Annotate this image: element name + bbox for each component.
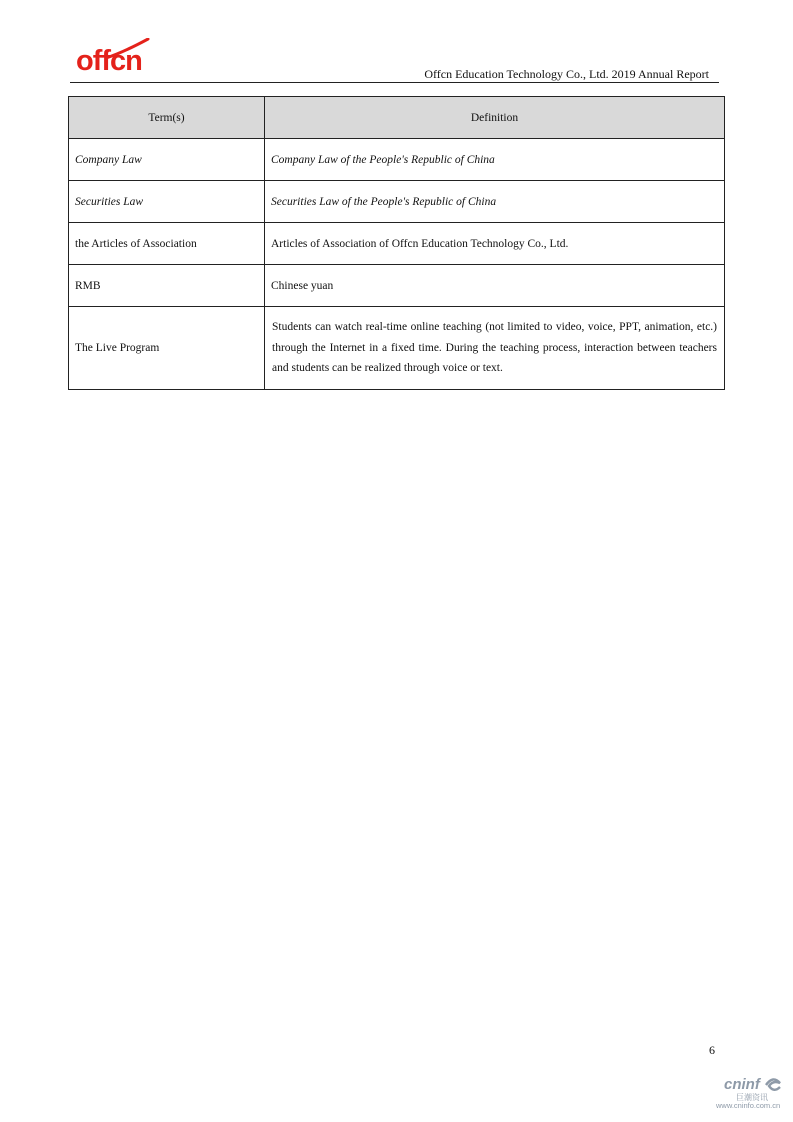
term-cell: Company Law	[69, 139, 265, 181]
table-header-row	[69, 97, 725, 139]
definition-cell: Chinese yuan	[265, 265, 725, 307]
header-term: Term(s)	[69, 97, 265, 139]
table-row	[69, 139, 725, 181]
report-title: Offcn Education Technology Co., Ltd. 2019 Annual Report	[424, 67, 709, 81]
definition-cell: Students can watch real-time online teaching (not limited to video, voice, PPT, animation, etc.) through the Internet in a fixed time. During the teaching process, interaction between teachers and students can be realized through voice or text.	[265, 307, 725, 390]
page-number: 6	[709, 1043, 715, 1057]
logo-wordmark: offcn	[76, 45, 142, 77]
cninfo-watermark	[716, 1076, 786, 1112]
definition-cell: Securities Law of the People's Republic of China	[265, 181, 725, 223]
watermark-chinese: 巨潮资讯	[736, 1093, 768, 1102]
term-cell: Securities Law	[69, 181, 265, 223]
offcn-logo	[76, 44, 152, 78]
cninfo-swirl-icon	[764, 1077, 782, 1093]
table-row	[69, 223, 725, 265]
header-divider	[70, 82, 719, 83]
definition-cell: Articles of Association of Offcn Education Technology Co., Ltd.	[265, 223, 725, 265]
header-definition: Definition	[265, 97, 725, 139]
term-cell: RMB	[69, 265, 265, 307]
term-cell: The Live Program	[69, 307, 265, 390]
definition-cell: Company Law of the People's Republic of China	[265, 139, 725, 181]
table-row	[69, 307, 725, 390]
watermark-brand: cninf	[724, 1076, 760, 1093]
definitions-table	[68, 96, 725, 390]
term-cell: the Articles of Association	[69, 223, 265, 265]
table-row	[69, 265, 725, 307]
watermark-url: www.cninfo.com.cn	[716, 1101, 781, 1110]
table-row	[69, 181, 725, 223]
logo-swoosh-icon	[104, 38, 150, 60]
